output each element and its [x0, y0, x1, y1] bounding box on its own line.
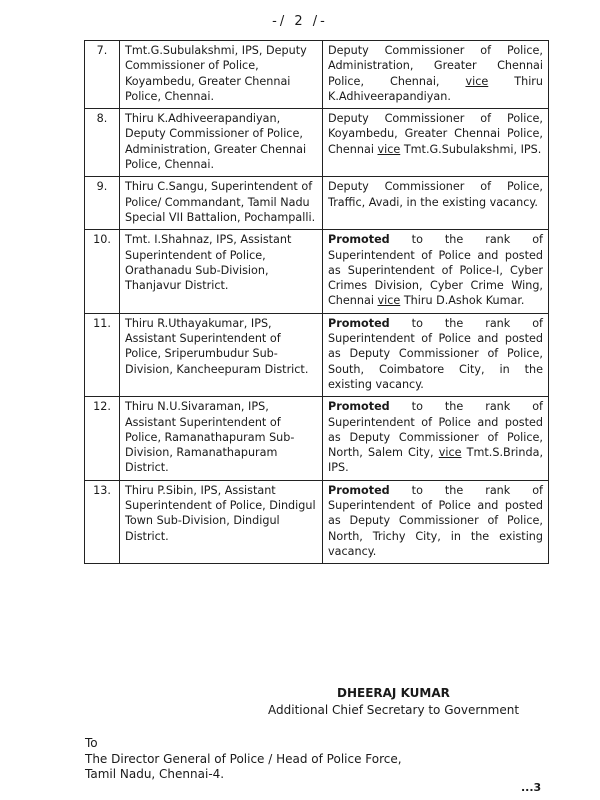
table-row [85, 313, 549, 396]
table-row [85, 109, 549, 177]
new-posting [323, 397, 549, 480]
row-number: 8. [85, 109, 120, 177]
new-posting [323, 109, 549, 177]
row-number: 9. [85, 177, 120, 230]
vice-word: vice [377, 294, 401, 308]
table-row [85, 397, 549, 480]
row-number: 11. [85, 313, 120, 396]
new-posting [323, 480, 549, 563]
officer-current-posting: Tmt. I.Shahnaz, IPS, Assistant Superintendent of Police, Orathanadu Sub-Division, Thanjavur District. [120, 230, 323, 313]
recipient-line-2: Tamil Nadu, Chennai-4. [85, 767, 225, 781]
table-row [85, 177, 549, 230]
posting-lead: Promoted [328, 316, 390, 330]
recipient-block [85, 736, 402, 783]
posting-lead: Promoted [328, 400, 390, 414]
table-row [85, 480, 549, 563]
row-number: 7. [85, 41, 120, 109]
posting-lead: Promoted [328, 233, 390, 247]
officer-current-posting: Thiru C.Sangu, Superintendent of Police/ Commandant, Tamil Nadu Special VII Battalion, Pochampalli. [120, 177, 323, 230]
new-posting [323, 230, 549, 313]
vice-word: vice [465, 74, 489, 88]
vice-name: Thiru K.Adhiveerapandiyan. [328, 74, 543, 103]
vice-word: vice [438, 446, 462, 460]
vice-name: Thiru D.Ashok Kumar. [400, 294, 525, 308]
row-number: 10. [85, 230, 120, 313]
vice-name: Tmt.G.Subulakshmi, IPS. [400, 142, 542, 156]
posting-text: to the rank of Superintendent of Police and posted as Deputy Commissioner of Police, North, Salem City, [328, 400, 543, 460]
new-posting [323, 41, 549, 109]
officer-current-posting: Thiru R.Uthayakumar, IPS, Assistant Superintendent of Police, Sriperumbudur Sub-Division, Kancheepuram District. [120, 313, 323, 396]
page-number: -/ 2 /- [272, 14, 328, 29]
table-row [85, 230, 549, 313]
officer-current-posting: Thiru K.Adhiveerapandiyan, Deputy Commissioner of Police, Administration, Greater Chennai Police, Chennai. [120, 109, 323, 177]
recipient-line-1: The Director General of Police / Head of Police Force, [85, 751, 402, 766]
row-number: 12. [85, 397, 120, 480]
row-number: 13. [85, 480, 120, 563]
signatory-name: DHEERAJ KUMAR [337, 686, 450, 700]
new-posting [323, 313, 549, 396]
continuation-marker: ...3 [521, 781, 542, 794]
officer-current-posting: Tmt.G.Subulakshmi, IPS, Deputy Commissioner of Police, Koyambedu, Greater Chennai Police, Chennai. [120, 41, 323, 109]
officer-current-posting: Thiru P.Sibin, IPS, Assistant Superintendent of Police, Dindigul Town Sub-Division, Dindigul District. [120, 480, 323, 563]
posting-text: to the rank of Superintendent of Police and posted as Superintendent of Police-I, Cyber Crimes Division, Cyber Crime Wing, Chennai [328, 233, 543, 308]
posting-text: to the rank of Superintendent of Police and posted as Deputy Commissioner of Police, South, Coimbatore City, in the existing vacancy. [328, 316, 543, 391]
vice-name: Tmt.S.Brinda, IPS. [328, 446, 543, 475]
vice-word: vice [377, 142, 401, 156]
posting-text: Deputy Commissioner of Police, Administration, Greater Chennai Police, Chennai, [328, 44, 543, 88]
table-row [85, 41, 549, 109]
posting-text: Deputy Commissioner of Police, Traffic, Avadi, in the existing vacancy. [328, 180, 543, 209]
new-posting [323, 177, 549, 230]
signatory-title: Additional Chief Secretary to Government [268, 703, 520, 717]
posting-text: Deputy Commissioner of Police, Koyambedu, Greater Chennai Police, Chennai [328, 112, 543, 156]
transfer-postings-table [84, 40, 549, 564]
posting-text: to the rank of Superintendent of Police and posted as Deputy Commissioner of Police, North, Trichy City, in the existing vacancy. [328, 483, 543, 558]
to-label: To [85, 736, 98, 750]
posting-lead: Promoted [328, 483, 390, 497]
officer-current-posting: Thiru N.U.Sivaraman, IPS, Assistant Superintendent of Police, Ramanathapuram Sub-Division, Ramanathapuram District. [120, 397, 323, 480]
